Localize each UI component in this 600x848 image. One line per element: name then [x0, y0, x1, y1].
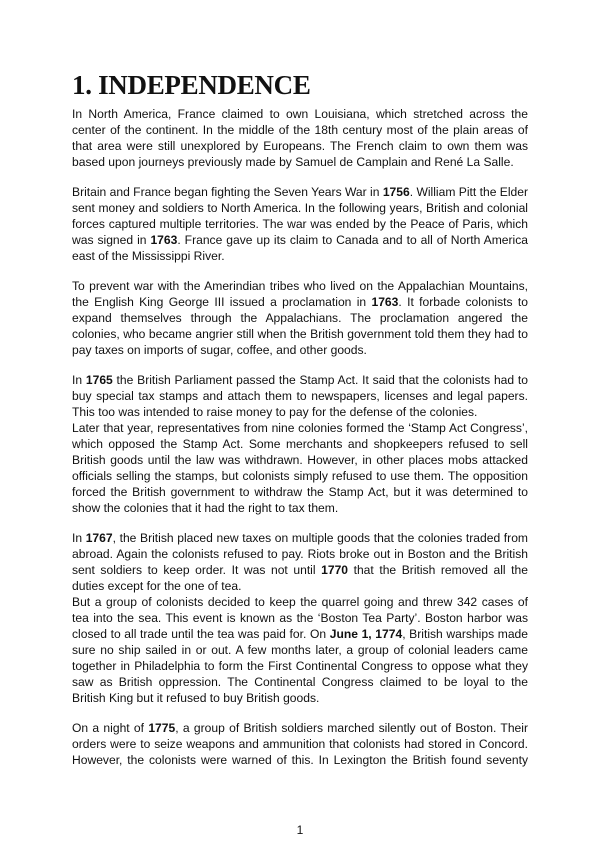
text-run: abroad. Again the colonists refused to pay. Riots broke out in Boston and the British: [72, 547, 528, 561]
text-line: [72, 610, 528, 626]
text-line: [72, 690, 528, 706]
text-line: [72, 294, 528, 310]
text-line: [72, 106, 528, 122]
text-run: On a night of: [72, 721, 149, 735]
bold-date: 1765: [85, 373, 113, 387]
text-run: , a group of British soldiers marched silently out of Boston. Their: [175, 721, 528, 735]
text-run: But a group of colonists decided to keep the quarrel going and threw 342 cases of: [72, 595, 528, 609]
bold-date: June 1, 1774: [329, 627, 403, 641]
text-run: forced the British government to withdraw the Stamp Act, but it was determined to: [72, 485, 528, 499]
text-line: [72, 342, 528, 358]
text-line: [72, 642, 528, 658]
text-run: , British warships made: [402, 627, 528, 641]
body-text: [72, 106, 528, 768]
text-run: orders were to seize weapons and ammunition that colonists had stored in Concord.: [72, 737, 528, 751]
text-run: However, the colonists were warned of this. In Lexington the British found seventy: [72, 753, 528, 767]
paragraph: [72, 278, 528, 358]
text-run: This too was intended to raise money to pay for the defense of the colonies.: [72, 405, 478, 419]
text-run: buy special tax stamps and attach them to newspapers, licenses and legal papers.: [72, 389, 528, 403]
text-line: [72, 720, 528, 736]
text-line: [72, 200, 528, 216]
text-run: which opposed the Stamp Act. Some merchants and shopkeepers refused to sell: [72, 437, 528, 451]
text-line: [72, 500, 528, 516]
bold-date: 1763: [150, 233, 178, 247]
text-run: based upon journeys previously made by Samuel de Camplain and René La Salle.: [72, 155, 514, 169]
text-run: the British Parliament passed the Stamp Act. It said that the colonists had to: [112, 373, 528, 387]
page-number: 1: [296, 823, 304, 837]
text-run: To prevent war with the Amerindian tribes who lived on the Appalachian Mountains,: [72, 279, 528, 293]
text-line: [72, 484, 528, 500]
paragraph: [72, 720, 528, 768]
bold-date: 1756: [382, 185, 410, 199]
text-line: [72, 232, 528, 248]
text-line: [72, 436, 528, 452]
text-run: colonies, who became angrier still when the British government told them they had to: [72, 327, 528, 341]
text-line: [72, 594, 528, 610]
text-run: , the British placed new taxes on multiple goods that the colonies traded from: [112, 531, 528, 545]
text-run: British King but it refused to buy British goods.: [72, 691, 320, 705]
text-run: was signed in: [72, 233, 151, 247]
paragraph: [72, 530, 528, 594]
text-run: center of the continent. In the middle of the 18th century most of the plain areas of: [72, 123, 528, 137]
text-line: [72, 388, 528, 404]
paragraph: [72, 372, 528, 420]
text-run: that area were still unexplored by Europeans. The French claim to own them was: [72, 139, 528, 153]
text-run: Later that year, representatives from nine colonies formed the ‘Stamp Act Congress’,: [72, 421, 528, 435]
text-run: closed to all trade until the tea was paid for. On: [72, 627, 330, 641]
text-run: duties except for the one of tea.: [72, 579, 242, 593]
text-run: east of the Mississippi River.: [72, 249, 225, 263]
text-run: together in Philadelphia to form the First Continental Congress to oppose what they: [72, 659, 528, 673]
text-line: [72, 468, 528, 484]
text-run: In: [72, 531, 86, 545]
text-run: sent soldiers to keep order. It was not until: [72, 563, 322, 577]
paragraph: [72, 184, 528, 264]
text-line: [72, 546, 528, 562]
bold-date: 1775: [148, 721, 176, 735]
text-line: [72, 326, 528, 342]
paragraph: [72, 594, 528, 706]
text-line: [72, 138, 528, 154]
bold-date: 1770: [321, 563, 349, 577]
text-run: In: [72, 373, 86, 387]
text-line: [72, 372, 528, 388]
text-run: expand themselves through the Appalachians. The proclamation angered the: [72, 311, 528, 325]
text-run: officials selling the stamps, but colonists simply refused to use them. The opposition: [72, 469, 528, 483]
text-line: [72, 658, 528, 674]
text-run: show the colonies that it had the right to tax them.: [72, 501, 339, 515]
text-line: [72, 578, 528, 594]
text-line: [72, 310, 528, 326]
text-line: [72, 184, 528, 200]
text-line: [72, 530, 528, 546]
paragraph: [72, 420, 528, 516]
text-run: saw as British oppression. The Continental Congress claimed to be loyal to the: [72, 675, 528, 689]
text-line: [72, 122, 528, 138]
text-run: that the British removed all the: [348, 563, 528, 577]
bold-date: 1767: [85, 531, 113, 545]
text-line: [72, 248, 528, 264]
text-line: [72, 752, 528, 768]
text-run: tea into the sea. This event is known as the ‘Boston Tea Party’. Boston harbor was: [72, 611, 528, 625]
text-run: pay taxes on imports of sugar, coffee, and other goods.: [72, 343, 367, 357]
text-run: sent money and soldiers to North America. In the following years, British and colonial: [72, 201, 528, 215]
text-line: [72, 278, 528, 294]
text-run: . France gave up its claim to Canada and to all of North America: [177, 233, 528, 247]
text-line: [72, 674, 528, 690]
text-run: . It forbade colonists to: [398, 295, 528, 309]
text-run: . William Pitt the Elder: [409, 185, 529, 199]
text-line: [72, 452, 528, 468]
text-line: [72, 736, 528, 752]
text-run: Britain and France began fighting the Seven Years War in: [72, 185, 383, 199]
text-line: [72, 562, 528, 578]
text-run: forces captured multiple territories. The war was ended by the Peace of Paris, which: [72, 217, 528, 231]
bold-date: 1763: [371, 295, 399, 309]
paragraph: [72, 106, 528, 170]
text-line: [72, 404, 528, 420]
text-run: British goods until the law was withdrawn. However, in other places mobs attacked: [72, 453, 528, 467]
text-line: [72, 420, 528, 436]
text-line: [72, 154, 528, 170]
text-run: In North America, France claimed to own Louisiana, which stretched across the: [72, 107, 528, 121]
text-run: the English King George III issued a proclamation in: [72, 295, 372, 309]
text-line: [72, 626, 528, 642]
text-line: [72, 216, 528, 232]
text-run: sure no ship sailed in or out. A few months later, a group of colonial leaders came: [72, 643, 528, 657]
page-title: 1. INDEPENDENCE: [72, 70, 311, 100]
